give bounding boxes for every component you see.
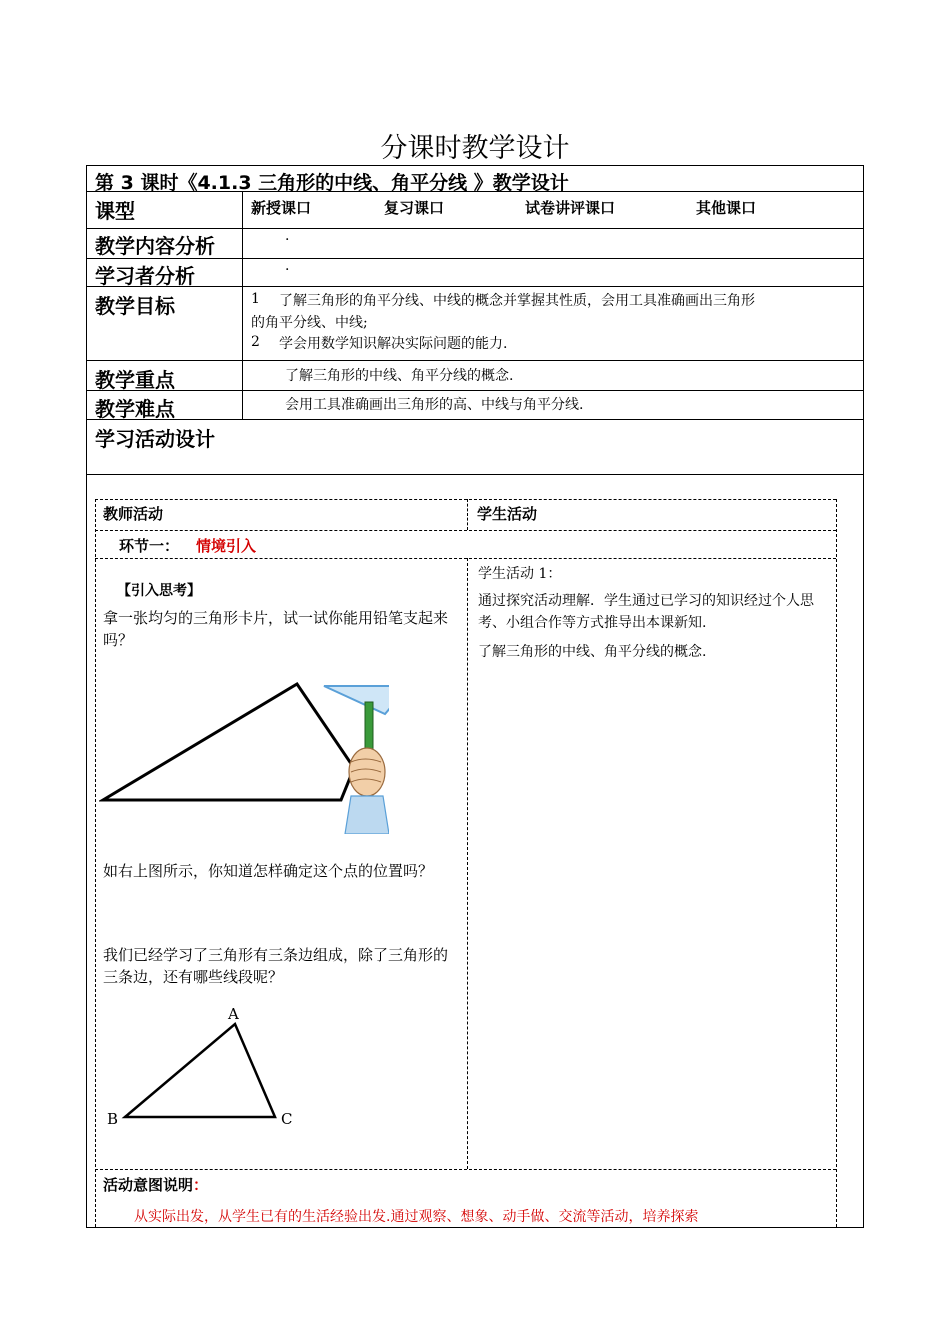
activity-intent-colon: ：: [193, 1176, 209, 1194]
goal-2-number: 2: [251, 334, 260, 350]
goal-2-text: 学会用数学知识解决实际问题的能力.: [279, 336, 508, 352]
lesson-plan-table: [86, 165, 864, 1228]
document-title: 分课时教学设计: [380, 133, 570, 164]
activity-intent-label-text: 活动意图说明: [103, 1176, 194, 1194]
triangle-abc-diagram: [103, 1002, 303, 1132]
type-option-new[interactable]: 新授课口: [251, 199, 312, 217]
type-option-exam[interactable]: 试卷讲评课口: [525, 199, 616, 217]
key-point-value: 了解三角形的中线、角平分线的概念.: [285, 368, 514, 384]
goal-1-line-1: 了解三角形的角平分线、中线的概念并掌握其性质，会用工具准确画出三角形: [279, 293, 755, 309]
learner-analysis-label: 学习者分析: [95, 264, 195, 288]
student-paragraph-2: 了解三角形的中线、角平分线的概念.: [478, 644, 707, 660]
activity-design-label: 学习活动设计: [95, 427, 215, 451]
teacher-paragraph-2: 如右上图所示，你知道怎样确定这个点的位置吗？: [103, 862, 434, 880]
key-point-label: 教学重点: [95, 368, 175, 392]
vertex-a-label: A: [228, 1005, 239, 1023]
content-analysis-value: ·: [285, 232, 290, 248]
sleeve-icon: [345, 796, 389, 834]
course-type-label: 课型: [95, 199, 135, 223]
teacher-paragraph-1: 拿一张均匀的三角形卡片，试一试你能用铅笔支起来吗？: [103, 609, 449, 649]
activity-intent-label: [103, 1174, 208, 1195]
lesson-heading: 第 3 课时《4.1.3 三角形的中线、角平分线 》教学设计: [95, 172, 569, 194]
student-paragraph-1: 通过探究活动理解．学生通过已学习的知识经过个人思考、小组合作等方式推导出本课新知.: [478, 593, 814, 631]
section-prefix: 环节一：: [119, 537, 180, 555]
student-activity-title: 学生活动 1：: [478, 566, 562, 582]
goal-1-line-2: 的角平分线、中线;: [251, 315, 368, 331]
type-option-review[interactable]: 复习课口: [384, 199, 445, 217]
difficult-point-value: 会用工具准确画出三角形的高、中线与角平分线.: [285, 397, 584, 413]
difficult-point-label: 教学难点: [95, 397, 175, 421]
vertex-b-label: B: [107, 1110, 119, 1128]
teacher-activity-header: 教师活动: [103, 505, 164, 523]
content-analysis-label: 教学内容分析: [95, 234, 215, 258]
student-activity-header: 学生活动: [477, 505, 538, 523]
set-square-icon: [324, 686, 389, 714]
triangle-card: [103, 684, 354, 800]
balance-triangle-illustration: [99, 674, 389, 834]
vertex-c-label: C: [281, 1110, 293, 1128]
type-option-other[interactable]: 其他课口: [696, 199, 757, 217]
learner-analysis-value: ·: [285, 262, 290, 278]
triangle-abc: [125, 1024, 275, 1117]
teaching-goals-label: 教学目标: [95, 294, 175, 318]
section-name: 情境引入: [196, 537, 257, 555]
intro-thinking-label: 【引入思考】: [117, 583, 201, 599]
goal-1-number: 1: [251, 291, 260, 307]
activity-intent-text: 从实际出发，从学生已有的生活经验出发.通过观察、想象、动手做、交流等活动，培养探索: [134, 1209, 699, 1225]
teacher-paragraph-3: 我们已经学习了三角形有三条边组成，除了三角形的三条边，还有哪些线段呢？: [103, 946, 449, 986]
